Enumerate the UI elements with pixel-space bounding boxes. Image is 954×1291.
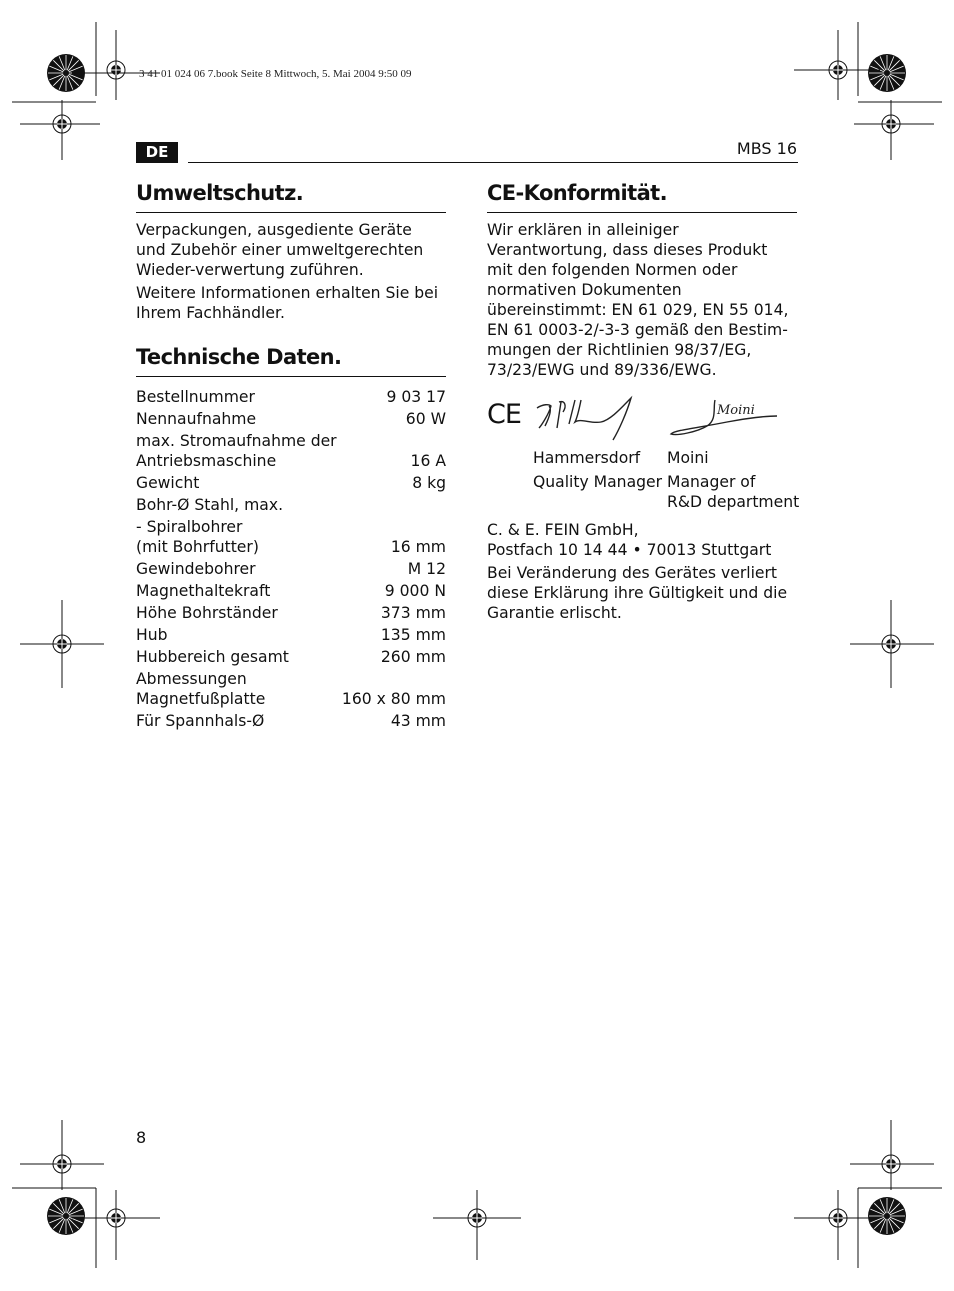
- ce-mark-icon: CE: [487, 399, 521, 430]
- spec-value: 60 W: [405, 410, 446, 428]
- moini-signature-text: Moini: [717, 403, 755, 418]
- spec-label: Bestellnummer: [136, 388, 255, 406]
- spec-value: 8 kg: [412, 474, 446, 492]
- spec-value: 373 mm: [380, 604, 446, 622]
- registration-cross-icon: [107, 61, 125, 79]
- spec-value: 135 mm: [380, 626, 446, 644]
- model-name: MBS 16: [736, 139, 797, 158]
- registration-cross-icon: [468, 1209, 486, 1227]
- registration-cross-icon: [882, 1155, 900, 1173]
- spec-value: 160 x 80 mm: [341, 690, 446, 708]
- signatory-role: Quality Manager: [533, 473, 663, 491]
- signatory-names: [533, 448, 807, 512]
- spec-label: Magnethaltekraft: [136, 582, 271, 600]
- registration-cross-icon: [107, 1209, 125, 1227]
- spec-row: [136, 581, 446, 601]
- print-info-line: 3 41 01 024 06 7.book Seite 8 Mittwoch, 5. Mai 2004 9:50 09: [139, 68, 412, 80]
- registration-cross-icon: [829, 1209, 847, 1227]
- spec-row: [136, 559, 446, 579]
- spec-value: 16 mm: [390, 538, 446, 556]
- signatory-name: Hammersdorf: [533, 449, 641, 467]
- registration-starburst-icon: [47, 54, 85, 92]
- spec-row: [136, 711, 446, 731]
- spec-label: Gewicht: [136, 474, 200, 492]
- company-block: [487, 520, 797, 623]
- spec-label: Gewindebohrer: [136, 560, 256, 578]
- spec-value: 43 mm: [390, 712, 446, 730]
- hammersdorf-signature: [531, 392, 651, 446]
- umweltschutz-section: [136, 180, 446, 323]
- spec-row: [136, 409, 446, 429]
- spec-label: Hub: [136, 626, 168, 644]
- ce-konformitaet-title: CE-Konformität.: [487, 180, 797, 213]
- spec-label: max. Stromaufnahme der Antriebsmaschine: [136, 432, 337, 470]
- registration-cross-icon: [53, 635, 71, 653]
- validity-note: Bei Veränderung des Gerätes verliert diese Erklärung ihre Gültigkeit und die Garantie erlischt.: [487, 564, 788, 622]
- technische-daten-title: Technische Daten.: [136, 344, 446, 377]
- company-address: Postfach 10 14 44 • 70013 Stuttgart: [487, 541, 772, 559]
- spec-value: 16 A: [410, 452, 446, 470]
- spec-label: Bohr-Ø Stahl, max.: [136, 496, 284, 514]
- umweltschutz-paragraph-2: Weitere Informationen erhalten Sie bei Ihrem Fachhändler.: [136, 284, 439, 322]
- ce-declaration-text: Wir erklären in alleiniger Verantwortung, dass dieses Produkt mit den folgenden Normen oder normativen Dokumenten übereinstimmt: EN 61 029, EN 55 014, EN 61 0003-2/-3-3 gemäß den Bestim-mungen der Richtlinien 98/37/EG, 73/23/EWG und 89/336/EWG.: [487, 221, 789, 379]
- spec-row: [136, 669, 446, 709]
- registration-cross-icon: [53, 1155, 71, 1173]
- registration-cross-icon: [882, 635, 900, 653]
- technische-daten-section: [136, 344, 446, 731]
- spec-value: 9 000 N: [384, 582, 446, 600]
- header-rule: [188, 162, 798, 163]
- page-number: 8: [136, 1128, 147, 1147]
- signatory-name: Moini: [667, 449, 709, 467]
- spec-row: [136, 473, 446, 493]
- spec-value: 260 mm: [380, 648, 446, 666]
- registration-starburst-icon: [868, 1197, 906, 1235]
- spec-label: Abmessungen Magnetfußplatte: [136, 670, 266, 708]
- registration-cross-icon: [829, 61, 847, 79]
- spec-row: [136, 517, 446, 557]
- registration-cross-icon: [882, 115, 900, 133]
- registration-starburst-icon: [47, 1197, 85, 1235]
- company-name: C. & E. FEIN GmbH,: [487, 521, 639, 539]
- language-badge: DE: [136, 142, 178, 163]
- spec-row: [136, 495, 446, 515]
- spec-label: Höhe Bohrständer: [136, 604, 278, 622]
- spec-row: [136, 387, 446, 407]
- signature-area: [487, 392, 797, 448]
- spec-value: 9 03 17: [386, 388, 446, 406]
- spec-label: - Spiralbohrer (mit Bohrfutter): [136, 518, 259, 556]
- spec-label: Nennaufnahme: [136, 410, 257, 428]
- spec-table: [136, 387, 446, 731]
- spec-row: [136, 647, 446, 667]
- registration-starburst-icon: [868, 54, 906, 92]
- umweltschutz-title: Umweltschutz.: [136, 180, 446, 213]
- ce-konformitaet-section: [487, 180, 797, 380]
- umweltschutz-paragraph-1: Verpackungen, ausgediente Geräte und Zubehör einer umweltgerechten Wieder-verwertung zuführen.: [136, 221, 424, 279]
- spec-row: [136, 431, 446, 471]
- registration-cross-icon: [53, 115, 71, 133]
- spec-row: [136, 625, 446, 645]
- moini-signature: [667, 396, 779, 442]
- spec-value: M 12: [407, 560, 446, 578]
- spec-label: Hubbereich gesamt: [136, 648, 289, 666]
- signatory-role: Manager of R&D department: [667, 473, 800, 511]
- spec-row: [136, 603, 446, 623]
- spec-label: Für Spannhals-Ø: [136, 712, 265, 730]
